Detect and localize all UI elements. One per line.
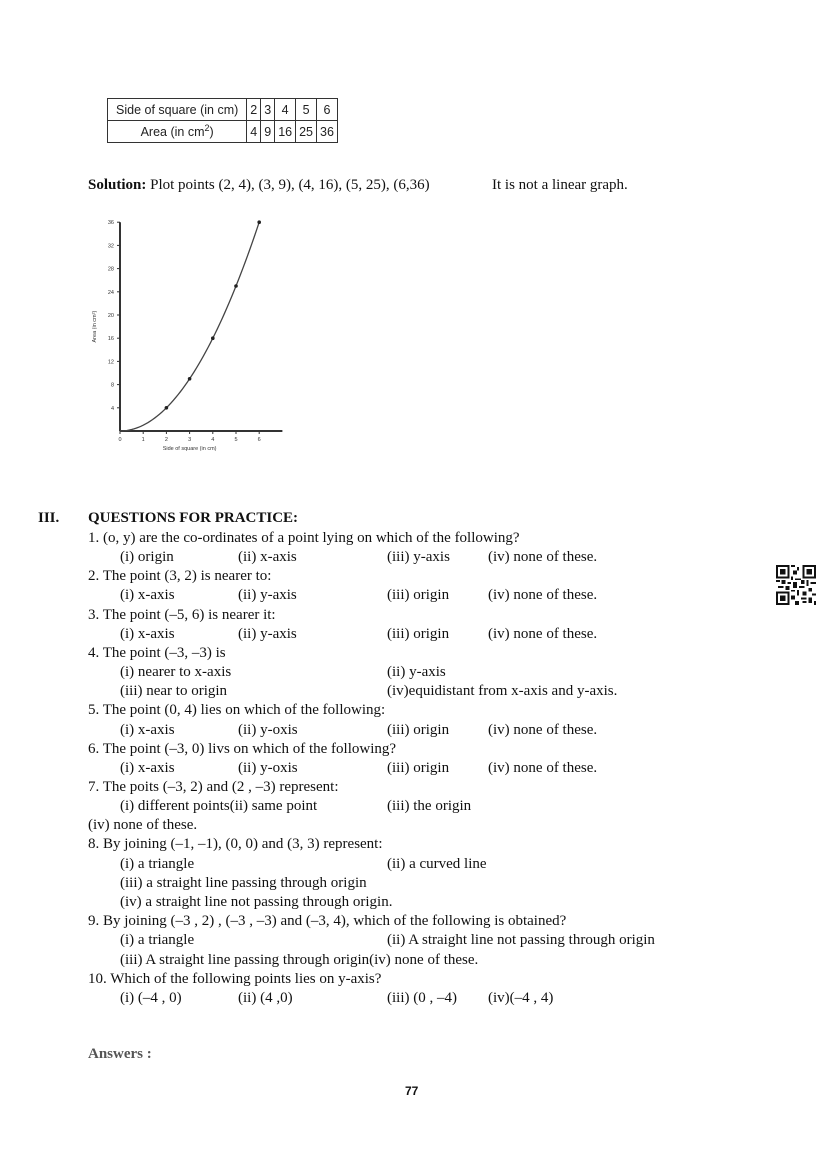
y-tick-label: 4: [110, 405, 114, 412]
question-4-option-c: (iii) near to origin: [120, 683, 228, 699]
question-5-option-c: (iii) origin: [387, 722, 450, 738]
solution-line: [88, 177, 430, 194]
table-row-label: Side of square (in cm): [108, 99, 247, 121]
x-tick-label: 3: [188, 437, 192, 443]
table-row: [108, 121, 338, 143]
x-tick-label: 2: [164, 437, 168, 443]
question-8-option-c: (iii) a straight line passing through origin: [120, 875, 367, 891]
y-axis-label: Area (in cm²): [92, 310, 98, 343]
question-6-option-d: (iv) none of these.: [488, 760, 598, 776]
y-tick-label: 20: [107, 313, 114, 319]
question-7-stem: 7. The poits (–3, 2) and (2 , –3) represent:: [88, 779, 339, 795]
area-label-sup: 2: [204, 123, 210, 134]
solution-label: Solution:: [88, 177, 147, 193]
section-number: III.: [38, 510, 60, 526]
question-2-option-d: (iv) none of these.: [488, 587, 598, 603]
table-cell: 5: [296, 99, 317, 121]
question-7-option-d: (iv) none of these.: [88, 817, 198, 833]
question-2-option-c: (iii) origin: [387, 587, 450, 603]
data-point: [165, 406, 169, 410]
question-7-option-c: (iii) the origin: [387, 798, 472, 814]
question-9-option-a: (i) a triangle: [120, 932, 195, 948]
y-tick-label: 32: [107, 243, 114, 250]
question-8-option-a: (i) a triangle: [120, 856, 195, 872]
question-6-option-c: (iii) origin: [387, 760, 450, 776]
question-1-option-c: (iii) y-axis: [387, 549, 450, 565]
table-cell: 4: [275, 99, 296, 121]
data-point: [211, 336, 215, 340]
question-5-option-a: (i) x-axis: [120, 722, 175, 738]
y-tick-label: 36: [107, 220, 114, 227]
question-2-option-a: (i) x-axis: [120, 587, 175, 603]
question-10-option-a: (i) (–4 , 0): [120, 990, 182, 1006]
question-3-option-b: (ii) y-axis: [238, 626, 297, 642]
area-curve: [120, 222, 259, 431]
x-tick-label: 5: [234, 437, 238, 443]
question-4-option-b: (ii) y-axis: [387, 664, 446, 680]
table-cell: 6: [317, 99, 338, 121]
solution-note: It is not a linear graph.: [492, 177, 628, 193]
question-7-option-a: (i) different points(ii) same point: [120, 798, 318, 814]
table-row: [108, 99, 338, 121]
page-number: 77: [405, 1084, 419, 1098]
y-tick-label: 28: [107, 266, 114, 273]
y-tick-label: 12: [107, 359, 114, 366]
table-cell: 4: [247, 121, 261, 143]
question-1-option-a: (i) origin: [120, 549, 174, 565]
y-tick-label: 16: [107, 336, 114, 343]
x-tick-label: 6: [257, 437, 261, 443]
question-4-option-d: (iv)equidistant from x-axis and y-axis.: [387, 683, 618, 699]
question-1-option-b: (ii) x-axis: [238, 549, 297, 565]
table-row-label: [108, 121, 247, 143]
question-8-stem: 8. By joining (–1, –1), (0, 0) and (3, 3) represent:: [88, 836, 383, 852]
question-6-option-b: (ii) y-oxis: [238, 760, 298, 776]
y-tick-label: 8: [110, 382, 114, 389]
answers-heading: Answers :: [88, 1046, 152, 1062]
section-title: QUESTIONS FOR PRACTICE:: [88, 510, 299, 526]
question-2-stem: 2. The point (3, 2) is nearer to:: [88, 568, 272, 584]
table-cell: 3: [261, 99, 275, 121]
question-9-option-b: (ii) A straight line not passing through origin: [387, 932, 655, 948]
question-1-stem: 1. (o, y) are the co-ordinates of a point lying on which of the following?: [88, 530, 520, 546]
data-point: [188, 377, 192, 381]
solution-text: Plot points (2, 4), (3, 9), (4, 16), (5, 25), (6,36): [146, 177, 430, 193]
area-label-text: Area (in cm: [140, 125, 205, 140]
table-cell: 16: [275, 121, 296, 143]
table-cell: 36: [317, 121, 338, 143]
question-10-option-c: (iii) (0 , –4): [387, 990, 457, 1006]
table-cell: 9: [261, 121, 275, 143]
question-1-option-d: (iv) none of these.: [488, 549, 598, 565]
area-chart: [82, 208, 292, 458]
data-table: [107, 98, 338, 143]
question-4-option-a: (i) nearer to x-axis: [120, 664, 232, 680]
data-point: [257, 220, 261, 224]
question-8-option-b: (ii) a curved line: [387, 856, 487, 872]
question-5-option-b: (ii) y-oxis: [238, 722, 298, 738]
question-2-option-b: (ii) y-axis: [238, 587, 297, 603]
y-tick-label: 24: [107, 289, 114, 296]
question-10-stem: 10. Which of the following points lies on y-axis?: [88, 971, 382, 987]
question-3-option-c: (iii) origin: [387, 626, 450, 642]
qr-code-icon[interactable]: [776, 565, 816, 605]
table-cell: 2: [247, 99, 261, 121]
x-axis-label: Side of square (in cm): [162, 446, 217, 452]
x-tick-label: 4: [211, 437, 215, 443]
x-tick-label: 0: [118, 437, 122, 443]
table-cell: 25: [296, 121, 317, 143]
question-10-option-d: (iv)(–4 , 4): [488, 990, 554, 1006]
question-9-option-c: (iii) A straight line passing through origin(iv) none of these.: [120, 952, 479, 968]
question-10-option-b: (ii) (4 ,0): [238, 990, 293, 1006]
question-3-option-a: (i) x-axis: [120, 626, 175, 642]
question-4-stem: 4. The point (–3, –3) is: [88, 645, 226, 661]
data-point: [234, 284, 238, 288]
question-5-stem: 5. The point (0, 4) lies on which of the following:: [88, 702, 386, 718]
x-tick-label: 1: [141, 437, 145, 443]
question-6-stem: 6. The point (–3, 0) livs on which of the following?: [88, 741, 397, 757]
question-3-option-d: (iv) none of these.: [488, 626, 598, 642]
area-label-close: ): [209, 125, 214, 140]
question-9-stem: 9. By joining (–3 , 2) , (–3 , –3) and (–3, 4), which of the following is obtained?: [88, 913, 567, 929]
question-8-option-d: (iv) a straight line not passing through origin.: [120, 894, 393, 910]
question-6-option-a: (i) x-axis: [120, 760, 175, 776]
question-5-option-d: (iv) none of these.: [488, 722, 598, 738]
question-3-stem: 3. The point (–5, 6) is nearer it:: [88, 607, 276, 623]
